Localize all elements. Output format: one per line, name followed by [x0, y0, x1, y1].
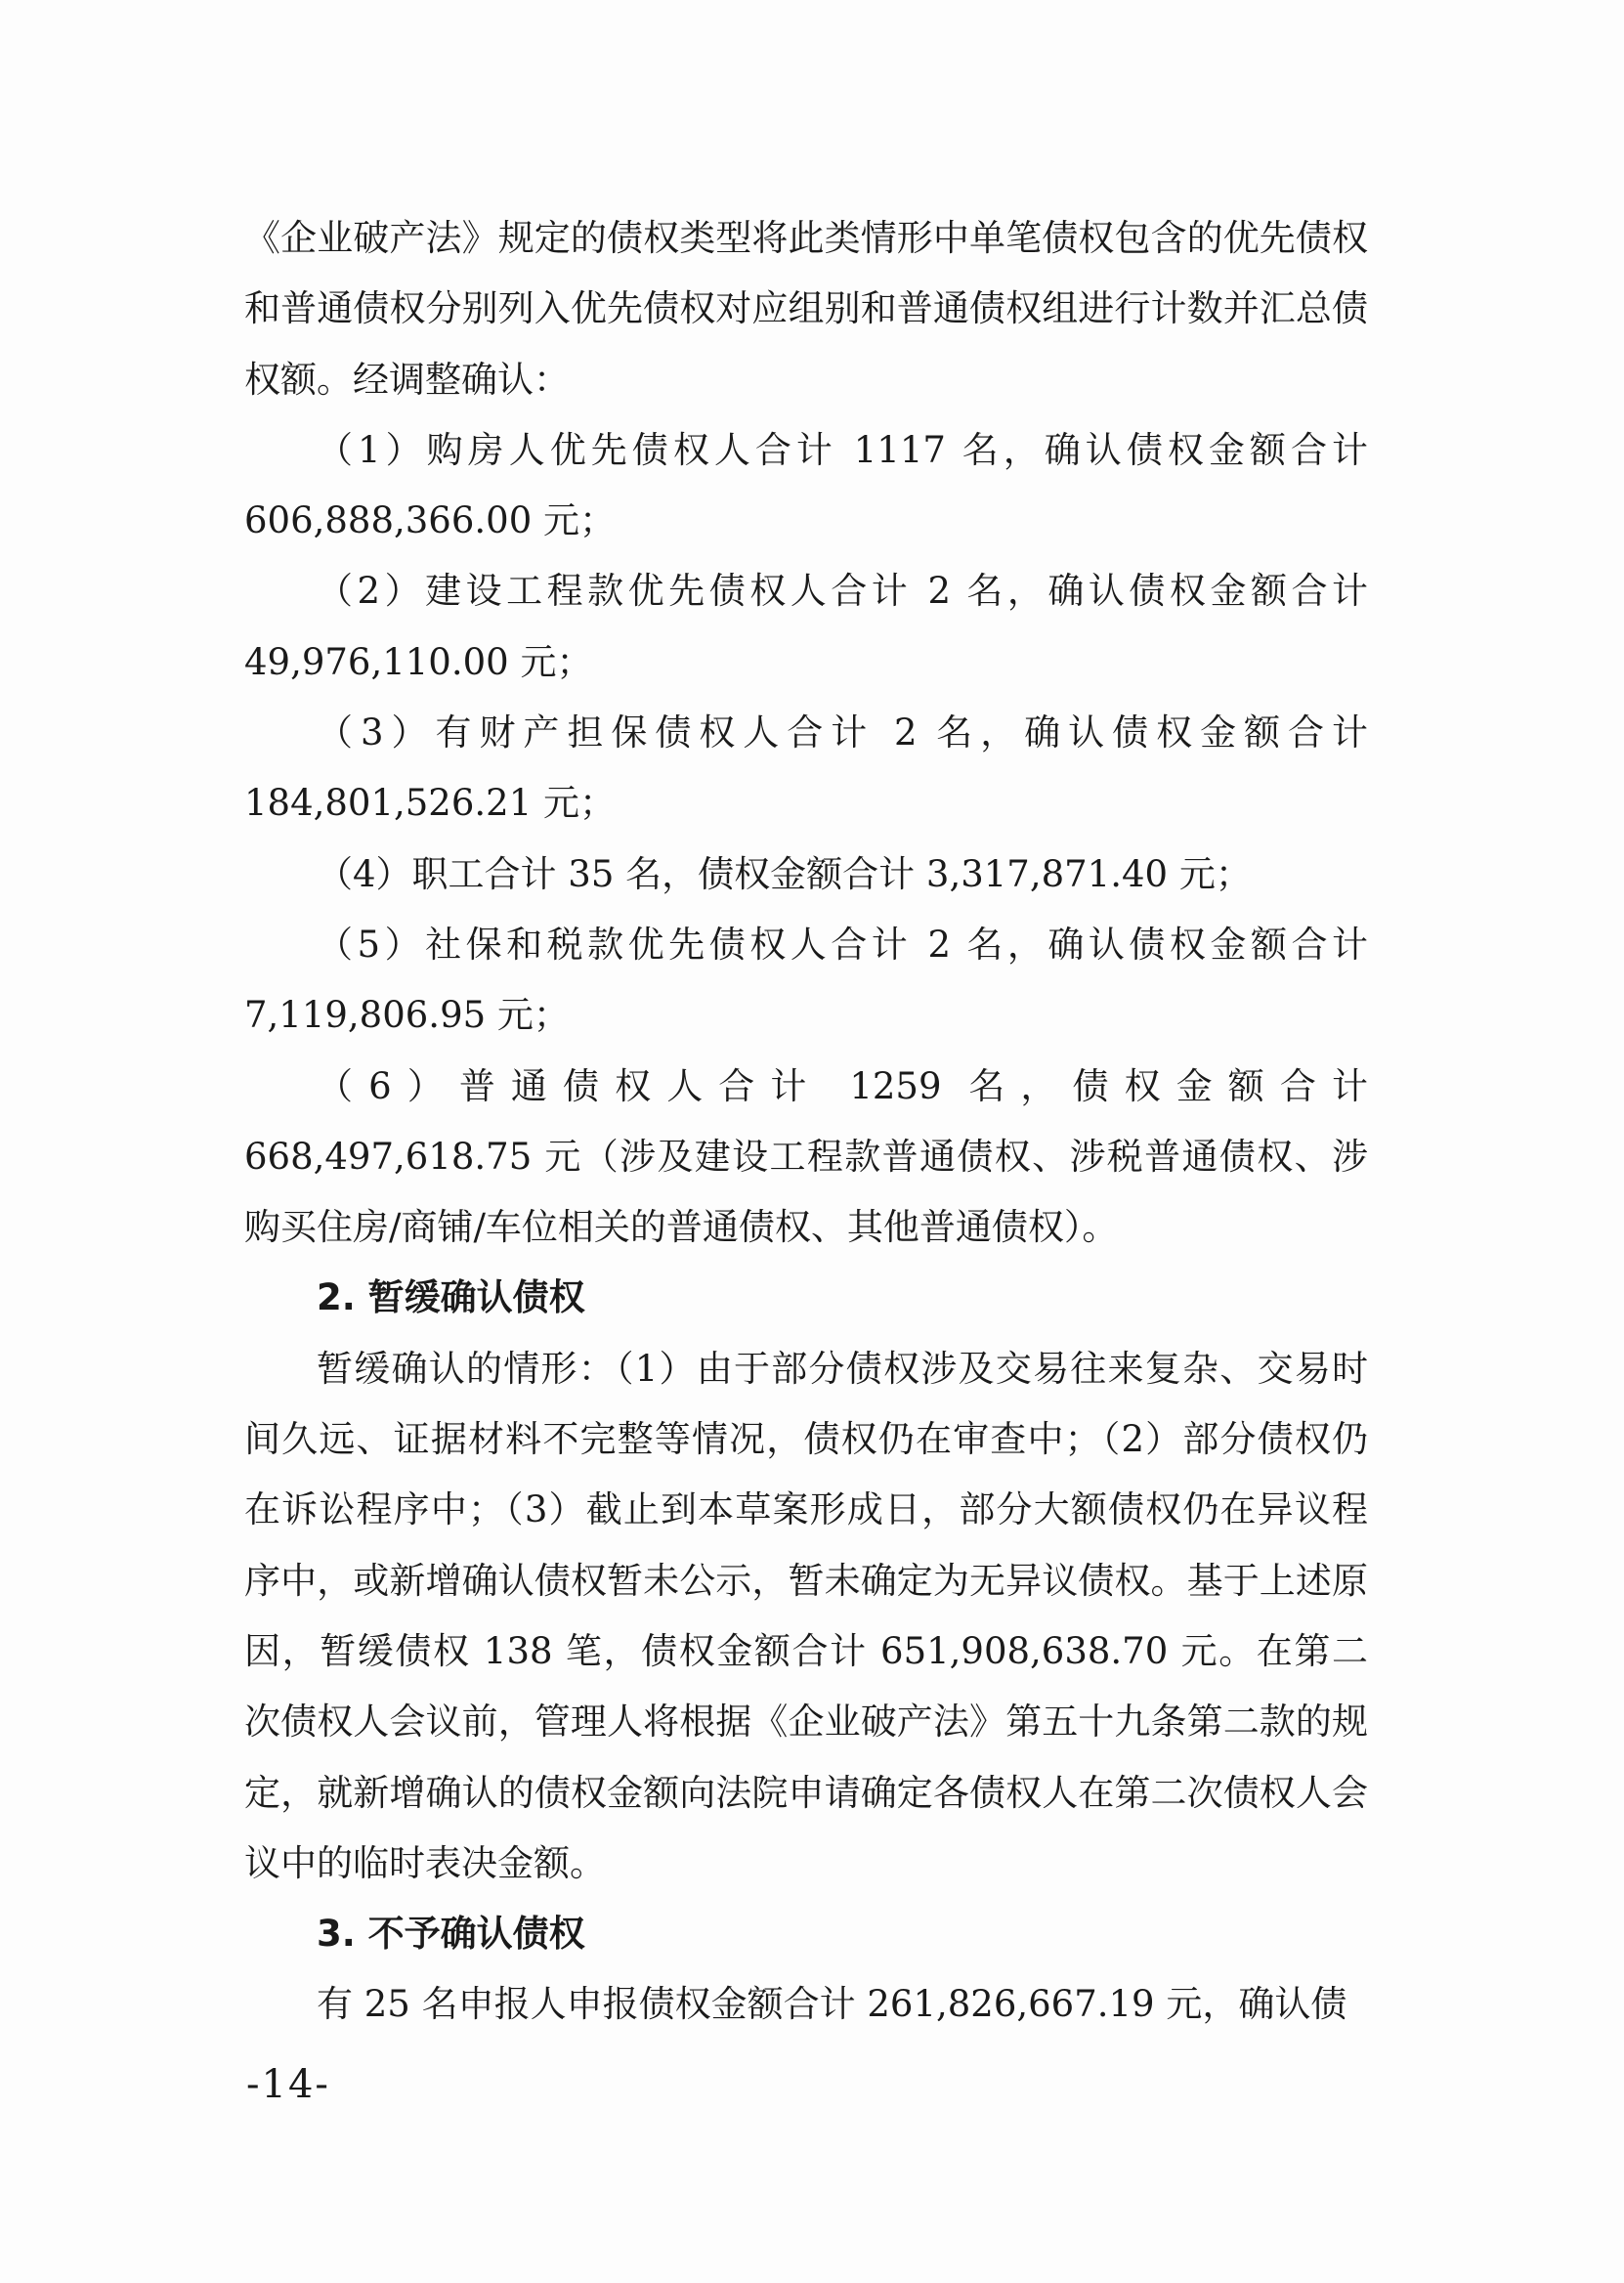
item-3-paragraph: （3）有财产担保债权人合计 2 名，确认债权金额合计 184,801,526.21 元； [244, 711, 1368, 825]
intro-paragraph: 《企业破产法》规定的债权类型将此类情形中单笔债权包含的优先债权和普通债权分别列入优先债权对应组别和普通债权组进行计数并汇总债权额。经调整确认： [244, 217, 1368, 401]
item-6-paragraph: （6）普通债权人合计 1259 名，债权金额合计 668,497,618.75 元（涉及建设工程款普通债权、涉税普通债权、涉购买住房/商铺/车位相关的普通债权、其他普通债权）。 [244, 1064, 1368, 1249]
item-1-paragraph: （1）购房人优先债权人合计 1117 名，确认债权金额合计 606,888,366.00 元； [244, 428, 1368, 542]
section-heading-rejected: 3. 不予确认债权 [317, 1913, 585, 1956]
item-5-paragraph: （5）社保和税款优先债权人合计 2 名，确认债权金额合计 7,119,806.95 元； [244, 923, 1368, 1037]
deferred-paragraph: 暂缓确认的情形：（1）由于部分债权涉及交易往来复杂、交易时间久远、证据材料不完整等情况，债权仍在审查中；（2）部分债权仍在诉讼程序中；（3）截止到本草案形成日，部分大额债权仍在异议程序中，或新增确认债权暂未公示，暂未确定为无异议债权。基于上述原因，暂缓债权 138 笔，债权金额合计 651,908,638.70 元。在第二次债权人会议前，管理人将根据《企业破产法》第五十九条第二款的规定，就新增确认的债权金额向法院申请确定各债权人在第二次债权人会议中的临时表决金额。 [244, 1347, 1368, 1884]
page-number: -14- [246, 2062, 330, 2107]
item-4-paragraph: （4）职工合计 35 名，债权金额合计 3,317,871.40 元； [317, 852, 1252, 895]
section-heading-deferred: 2. 暂缓确认债权 [317, 1276, 585, 1319]
document-body [244, 203, 1368, 2041]
item-2-paragraph: （2）建设工程款优先债权人合计 2 名，确认债权金额合计 49,976,110.00 元； [244, 570, 1368, 683]
rejected-paragraph: 有 25 名申报人申报债权金额合计 261,826,667.19 元，确认债 [317, 1983, 1347, 2026]
